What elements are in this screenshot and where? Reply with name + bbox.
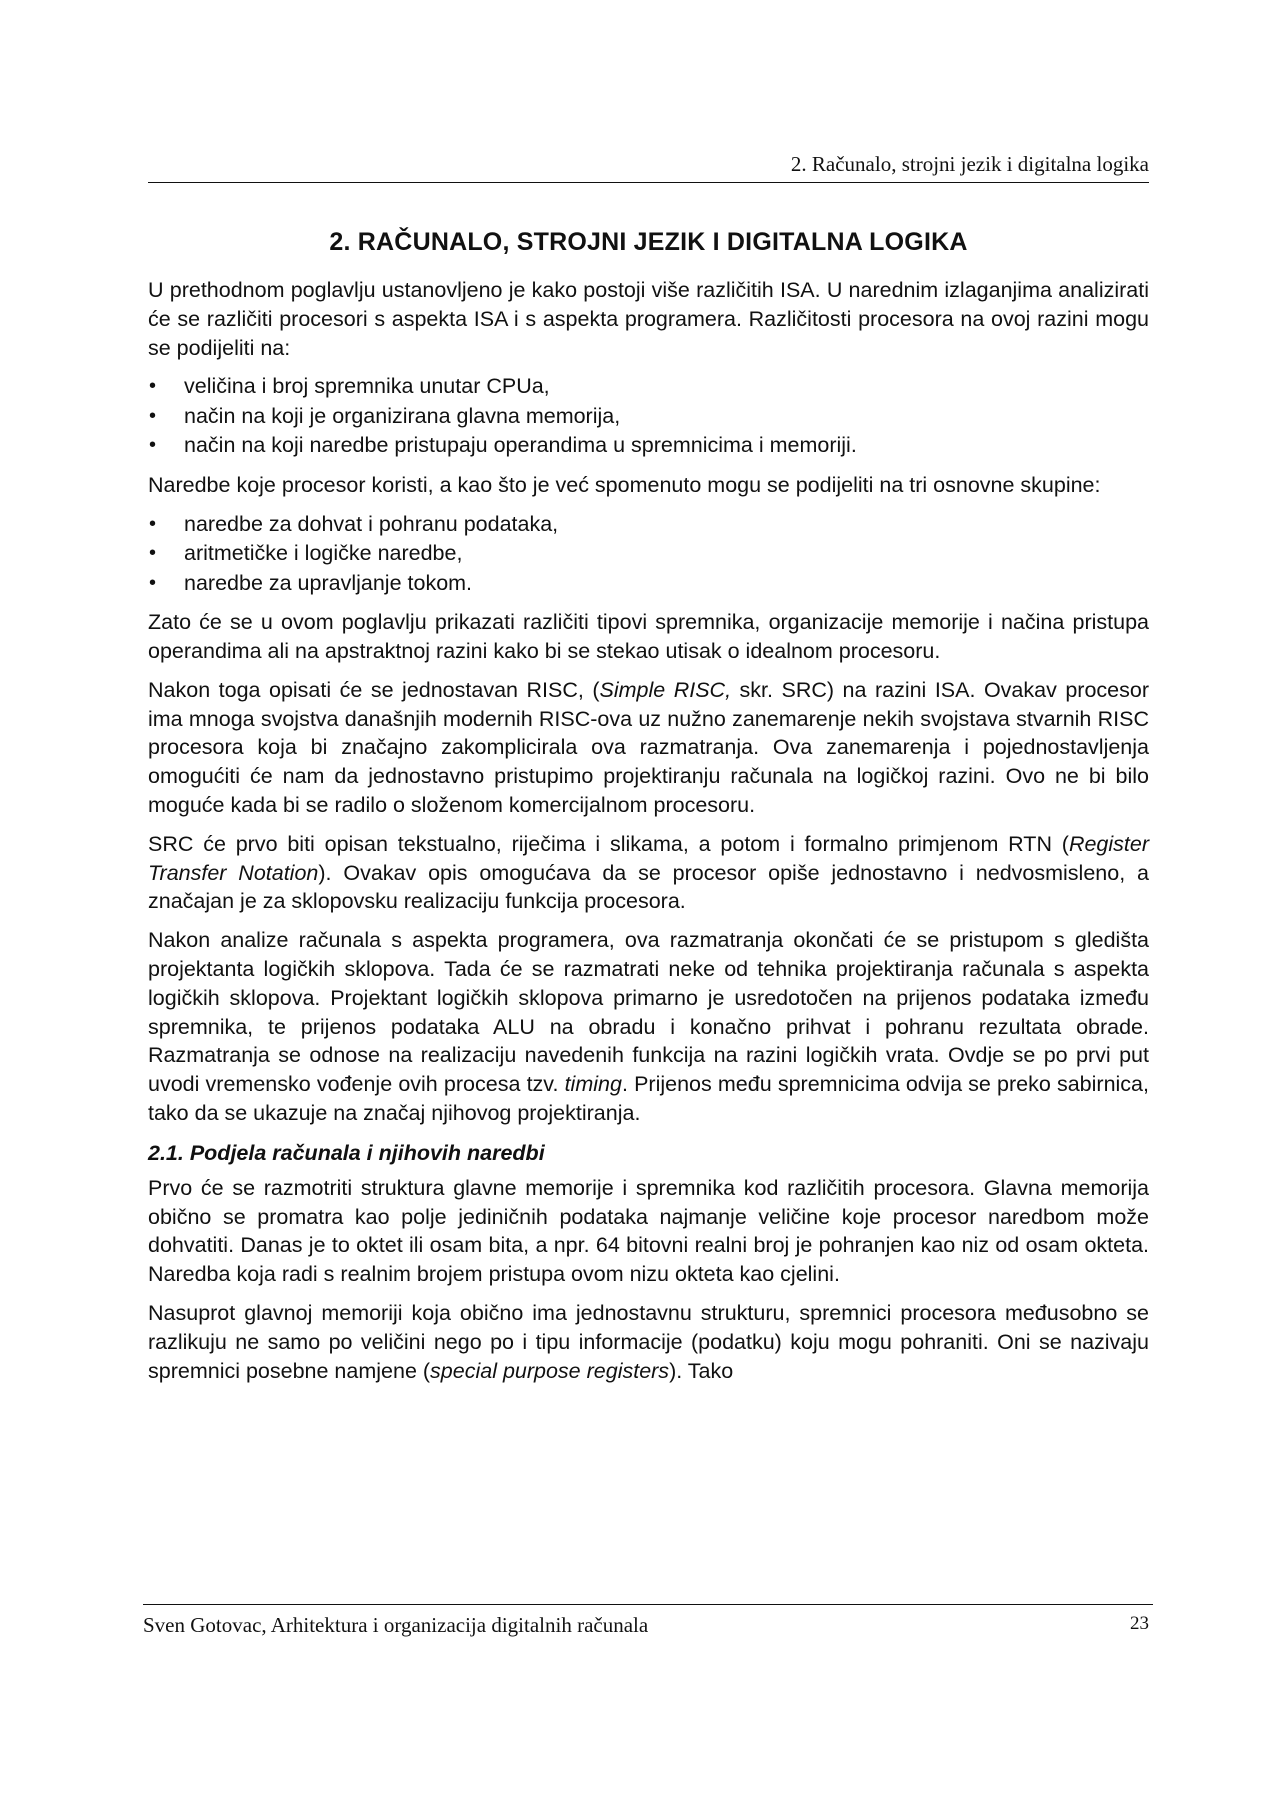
text-run: ). Tako <box>669 1358 734 1383</box>
list-item: • način na koji je organizirana glavna memorija, <box>148 402 1149 432</box>
text-run: SRC će prvo biti opisan tekstualno, riječima i slikama, a potom i formalno primjenom RTN ( <box>148 831 1069 856</box>
text-run: skr. SRC) na razini ISA. Ovakav procesor ima mnoga svojstva današnjih modernih RISC-ova uz nužno zanemarenje nekih svojstava stvarnih RISC procesora koja bi značajno zakomplicirala ova razmatranja. Ova zanemarenja i pojednostavljenja omogućiti će nam da jednostavno pristupimo projektiranju računala na logičkoj razini. Ovo ne bi bilo moguće kada bi se radilo o složenom komercijalnom procesoru. <box>148 677 1149 817</box>
bullet-list-instruction-groups <box>148 510 1149 599</box>
paragraph-instruction-groups: Naredbe koje procesor koristi, a kao što je već spomenuto mogu se podijeliti na tri osnovne skupine: <box>148 472 1101 497</box>
list-item: • veličina i broj spremnika unutar CPUa, <box>148 372 1149 402</box>
bullet-list-processor-differences <box>148 372 1149 461</box>
list-item: • naredbe za dohvat i pohranu podataka, <box>148 510 1149 540</box>
text-run: Nasuprot glavnoj memoriji koja obično ima jednostavnu strukturu, spremnici procesora međusobno se razlikuju ne samo po veličini nego po i tipu informacije (podatku) koju mogu pohraniti. Oni se nazivaju spremnici posebne namjene ( <box>148 1300 1149 1383</box>
text-run: Nakon analize računala s aspekta programera, ova razmatranja okončati će se pristupom s gledišta projektanta logičkih sklopova. Tada će se razmatrati neke od tehnika projektiranja računala s aspekta logičkih sklopova. Projektant logičkih sklopova primarno je usredotočen na prijenos podataka između spremnika, te prijenos podataka ALU na obradu i konačno prihvat i pohranu rezultata obrade. Razmatranja se odnose na realizaciju navedenih funkcija na razini logičkih vrata. Ovdje se po prvi put uvodi vremensko vođenje ovih procesa tzv. <box>148 928 1149 1097</box>
text-run: ). Ovakav opis omogućava da se procesor opiše jednostavno i nedvosmisleno, a značajan je za sklopovsku realizaciju funkcija procesora. <box>148 860 1149 914</box>
page-content <box>148 226 1149 1395</box>
paragraph-logic-design <box>148 926 1149 1128</box>
page-footer <box>143 1604 1153 1638</box>
paragraph-chapter-scope: Zato će se u ovom poglavlju prikazati različiti tipovi spremnika, organizacije memorije i načina pristupa operandima ali na apstraktnoj razini kako bi se stekao utisak o idealnom procesoru. <box>148 610 1149 663</box>
italic-term: Register Transfer Notation <box>148 831 1149 885</box>
list-item: • način na koji naredbe pristupaju operandima u spremnicima i memoriji. <box>148 431 1149 461</box>
text-run: Nakon toga opisati će se jednostavan RISC, ( <box>148 677 600 702</box>
paragraph-registers <box>148 1299 1149 1385</box>
section-title: 2.1. Podjela računala i njihovih naredbi <box>148 1140 545 1165</box>
italic-term: timing <box>564 1072 622 1097</box>
list-item: • naredbe za upravljanje tokom. <box>148 569 1149 599</box>
page-number: 23 <box>1130 1613 1149 1634</box>
footer-text: Sven Gotovac, Arhitektura i organizacija digitalnih računala <box>143 1613 649 1637</box>
running-head: 2. Računalo, strojni jezik i digitalna logika <box>148 152 1149 183</box>
italic-term: Simple RISC, <box>599 677 732 702</box>
paragraph-src-intro <box>148 676 1149 820</box>
paragraph-rtn <box>148 830 1149 916</box>
text-run: . Prijenos među spremnicima odvija se preko sabirnica, tako da se ukazuje na značaj njihovog projektiranja. <box>148 1072 1149 1125</box>
italic-term: special purpose registers <box>430 1358 670 1383</box>
paragraph-main-memory: Prvo će se razmotriti struktura glavne memorije i spremnika kod različitih procesora. Glavna memorija obično se promatra kao polje jediničnih podataka najmanje veličine koje procesor naredbom može dohvatiti. Danas je to oktet ili osam bita, a npr. 64 bitovni realni broj je pohranjen kao niz od osam okteta. Naredba koja radi s realnim brojem pristupa ovom nizu okteta kao cjelini. <box>148 1175 1149 1287</box>
chapter-title: 2. RAČUNALO, STROJNI JEZIK I DIGITALNA LOGIKA <box>329 228 968 256</box>
list-item: • aritmetičke i logičke naredbe, <box>148 539 1149 569</box>
paragraph-intro: U prethodnom poglavlju ustanovljeno je kako postoji više različitih ISA. U narednim izlaganjima analizirati će se različiti procesori s aspekta ISA i s aspekta programera. Različitosti procesora na ovoj razini mogu se podijeliti na: <box>148 278 1149 360</box>
